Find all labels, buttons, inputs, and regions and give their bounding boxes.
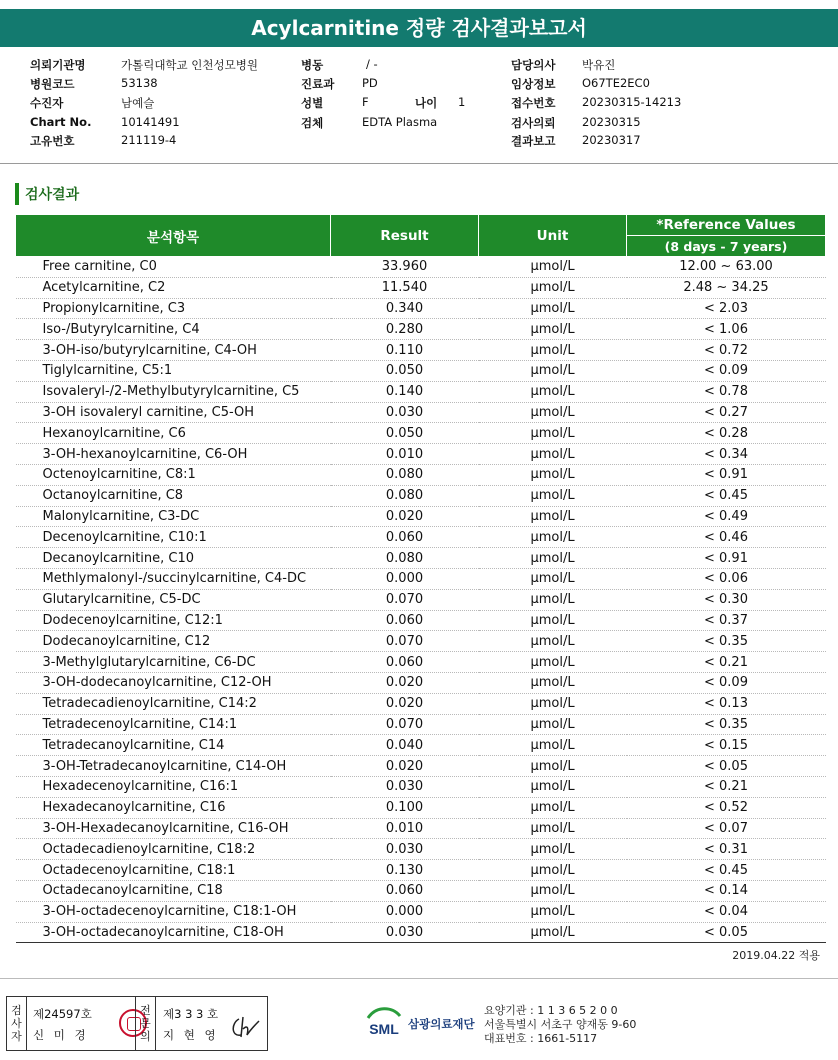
reference-value: < 0.52: [627, 797, 826, 818]
analyte-name: Free carnitine, C0: [16, 257, 331, 278]
reference-value: < 0.13: [627, 693, 826, 714]
unit-value: μmol/L: [479, 652, 627, 673]
reference-value: < 0.72: [627, 340, 826, 361]
result-value: 11.540: [331, 277, 479, 298]
signature-icon: [229, 1015, 263, 1041]
analyte-name: 3-OH-hexanoylcarnitine, C6-OH: [16, 444, 331, 465]
unit-value: μmol/L: [479, 423, 627, 444]
info-value: 53138: [121, 76, 158, 90]
reference-value: < 0.06: [627, 568, 826, 589]
info-label: 검체: [301, 116, 324, 130]
sml-logo-icon: [364, 1004, 404, 1044]
info-value: / -: [366, 57, 378, 71]
info-value: 211119-4: [121, 133, 177, 147]
header-reference-range: (8 days - 7 years): [627, 236, 826, 257]
reference-value: < 0.34: [627, 444, 826, 465]
result-value: 0.060: [331, 652, 479, 673]
result-row: [16, 610, 826, 631]
result-value: 0.140: [331, 381, 479, 402]
result-value: 0.010: [331, 818, 479, 839]
approver-license: 제3 3 3 호: [163, 1007, 219, 1021]
result-row: [16, 693, 826, 714]
label-char: 전: [140, 1004, 151, 1017]
unit-value: μmol/L: [479, 340, 627, 361]
analyte-name: Tetradecenoylcarnitine, C14:1: [16, 714, 331, 735]
result-value: 0.020: [331, 756, 479, 777]
unit-value: μmol/L: [479, 735, 627, 756]
unit-value: μmol/L: [479, 319, 627, 340]
analyte-name: Hexanoylcarnitine, C6: [16, 423, 331, 444]
result-value: 0.000: [331, 568, 479, 589]
reference-value: < 0.91: [627, 548, 826, 569]
org-info: [484, 1004, 636, 1046]
reference-value: < 0.46: [627, 527, 826, 548]
unit-value: μmol/L: [479, 257, 627, 278]
analyte-name: Dodecenoylcarnitine, C12:1: [16, 610, 331, 631]
unit-value: μmol/L: [479, 797, 627, 818]
info-value: 남예슬: [121, 96, 155, 110]
result-value: 0.070: [331, 631, 479, 652]
result-value: 0.060: [331, 610, 479, 631]
reference-value: < 0.31: [627, 839, 826, 860]
results-table: [15, 214, 826, 943]
analyte-name: Malonylcarnitine, C3-DC: [16, 506, 331, 527]
unit-value: μmol/L: [479, 714, 627, 735]
result-row: [16, 818, 826, 839]
unit-value: μmol/L: [479, 860, 627, 881]
reference-value: 12.00 ~ 63.00: [627, 257, 826, 278]
reference-value: < 0.91: [627, 464, 826, 485]
result-row: [16, 756, 826, 777]
analyte-name: 3-OH-Tetradecanoylcarnitine, C14-OH: [16, 756, 331, 777]
result-value: 0.030: [331, 922, 479, 943]
unit-value: μmol/L: [479, 776, 627, 797]
result-row: [16, 714, 826, 735]
info-value: 가톨릭대학교 인천성모병원: [121, 58, 258, 72]
result-row: [16, 672, 826, 693]
result-value: 0.050: [331, 423, 479, 444]
info-row: [0, 76, 838, 94]
reference-value: 2.48 ~ 34.25: [627, 277, 826, 298]
unit-value: μmol/L: [479, 485, 627, 506]
age-label: 나이: [415, 96, 438, 110]
result-value: 0.070: [331, 589, 479, 610]
version-note: 2019.04.22 적용: [732, 949, 820, 962]
result-value: 0.050: [331, 360, 479, 381]
reference-value: < 0.15: [627, 735, 826, 756]
analyte-name: Decenoylcarnitine, C10:1: [16, 527, 331, 548]
analyte-name: Octanoylcarnitine, C8: [16, 485, 331, 506]
info-label: 임상정보: [511, 77, 556, 91]
result-row: [16, 880, 826, 901]
reference-value: < 0.04: [627, 901, 826, 922]
result-row: [16, 735, 826, 756]
analyte-name: Acetylcarnitine, C2: [16, 277, 331, 298]
label-char: 의: [140, 1030, 151, 1043]
analyte-name: Glutarylcarnitine, C5-DC: [16, 589, 331, 610]
inspector-cell: [27, 997, 135, 1050]
analyte-name: Hexadecenoylcarnitine, C16:1: [16, 776, 331, 797]
report-title: Acylcarnitine 정량 검사결과보고서: [0, 9, 838, 47]
result-value: 0.130: [331, 860, 479, 881]
result-row: [16, 652, 826, 673]
result-value: 0.020: [331, 506, 479, 527]
result-value: 0.040: [331, 735, 479, 756]
info-row: [0, 115, 838, 133]
info-label: 결과보고: [511, 134, 556, 148]
result-row: [16, 319, 826, 340]
result-row: [16, 444, 826, 465]
info-value: 20230315: [582, 115, 641, 129]
result-row: [16, 839, 826, 860]
header-reference: *Reference Values: [627, 215, 826, 236]
info-label: 수진자: [30, 96, 64, 110]
section-title-text: 검사결과: [25, 187, 80, 203]
result-row: [16, 568, 826, 589]
approver-cell: [157, 997, 267, 1050]
unit-value: μmol/L: [479, 381, 627, 402]
info-value: O67TE2EC0: [582, 76, 650, 90]
analyte-name: 3-OH-dodecanoylcarnitine, C12-OH: [16, 672, 331, 693]
result-row: [16, 506, 826, 527]
info-value: PD: [362, 76, 378, 90]
brand-logo: [364, 1004, 475, 1044]
analyte-name: Decanoylcarnitine, C10: [16, 548, 331, 569]
result-value: 0.080: [331, 464, 479, 485]
header-item: 분석항목: [16, 215, 331, 257]
unit-value: μmol/L: [479, 298, 627, 319]
result-value: 0.020: [331, 672, 479, 693]
logo-text: SML: [369, 1021, 399, 1037]
analyte-name: 3-OH-octadecenoylcarnitine, C18:1-OH: [16, 901, 331, 922]
analyte-name: 3-OH-octadecanoylcarnitine, C18-OH: [16, 922, 331, 943]
analyte-name: Propionylcarnitine, C3: [16, 298, 331, 319]
header-result: Result: [331, 215, 479, 257]
analyte-name: Tiglylcarnitine, C5:1: [16, 360, 331, 381]
info-label: 의뢰기관명: [30, 58, 86, 72]
unit-value: μmol/L: [479, 922, 627, 943]
signature-box: [6, 996, 268, 1051]
result-row: [16, 360, 826, 381]
unit-value: μmol/L: [479, 277, 627, 298]
unit-value: μmol/L: [479, 818, 627, 839]
result-row: [16, 860, 826, 881]
unit-value: μmol/L: [479, 360, 627, 381]
info-value: 20230315-14213: [582, 95, 682, 109]
analyte-name: 3-OH isovaleryl carnitine, C5-OH: [16, 402, 331, 423]
reference-value: < 0.09: [627, 360, 826, 381]
result-row: [16, 589, 826, 610]
unit-value: μmol/L: [479, 402, 627, 423]
label-char: 검: [11, 1004, 22, 1017]
result-row: [16, 901, 826, 922]
reference-value: < 2.03: [627, 298, 826, 319]
inspector-license: 제24597호: [33, 1007, 92, 1021]
result-value: 0.080: [331, 485, 479, 506]
analyte-name: Octenoylcarnitine, C8:1: [16, 464, 331, 485]
unit-value: μmol/L: [479, 672, 627, 693]
label-char: 자: [11, 1030, 22, 1043]
result-row: [16, 277, 826, 298]
reference-value: < 0.05: [627, 922, 826, 943]
unit-value: μmol/L: [479, 610, 627, 631]
analyte-name: Dodecanoylcarnitine, C12: [16, 631, 331, 652]
analyte-name: Methlymalonyl-/succinylcarnitine, C4-DC: [16, 568, 331, 589]
result-value: 0.010: [331, 444, 479, 465]
unit-value: μmol/L: [479, 506, 627, 527]
info-label: 담당의사: [511, 58, 556, 72]
section-title: [15, 183, 79, 205]
result-row: [16, 423, 826, 444]
unit-value: μmol/L: [479, 901, 627, 922]
result-row: [16, 797, 826, 818]
result-value: 0.030: [331, 402, 479, 423]
unit-value: μmol/L: [479, 527, 627, 548]
reference-value: < 0.35: [627, 714, 826, 735]
label-char: 사: [11, 1017, 22, 1030]
reference-value: < 0.37: [627, 610, 826, 631]
analyte-name: 3-Methylglutarylcarnitine, C6-DC: [16, 652, 331, 673]
header-unit: Unit: [479, 215, 627, 257]
reference-value: < 0.49: [627, 506, 826, 527]
reference-value: < 0.07: [627, 818, 826, 839]
divider: [0, 163, 838, 164]
divider: [0, 978, 838, 979]
result-value: 0.000: [331, 901, 479, 922]
unit-value: μmol/L: [479, 548, 627, 569]
org-line: 요양기관 : 1 1 3 6 5 2 0 0: [484, 1004, 618, 1017]
result-row: [16, 548, 826, 569]
info-value: 10141491: [121, 115, 180, 129]
info-label: 병동: [301, 58, 324, 72]
reference-value: < 0.45: [627, 860, 826, 881]
result-row: [16, 257, 826, 278]
result-value: 0.020: [331, 693, 479, 714]
result-row: [16, 776, 826, 797]
result-row: [16, 402, 826, 423]
unit-value: μmol/L: [479, 880, 627, 901]
results-body: [16, 257, 826, 943]
org-line: 서울특별시 서초구 양재동 9-60: [484, 1018, 637, 1031]
result-value: 0.030: [331, 839, 479, 860]
analyte-name: Iso-/Butyrylcarnitine, C4: [16, 319, 331, 340]
analyte-name: Octadecadienoylcarnitine, C18:2: [16, 839, 331, 860]
info-label: 검사의뢰: [511, 116, 556, 130]
reference-value: < 0.35: [627, 631, 826, 652]
reference-value: < 1.06: [627, 319, 826, 340]
result-value: 0.060: [331, 527, 479, 548]
info-value: 20230317: [582, 133, 641, 147]
result-row: [16, 381, 826, 402]
reference-value: < 0.21: [627, 776, 826, 797]
approver-name: 지 현 영: [163, 1028, 219, 1042]
info-value: F: [362, 95, 369, 109]
result-row: [16, 922, 826, 943]
info-label: 진료과: [301, 77, 335, 91]
reference-value: < 0.28: [627, 423, 826, 444]
approver-label: [136, 997, 156, 1050]
result-value: 0.340: [331, 298, 479, 319]
age-value: 1: [458, 95, 466, 109]
org-line: 대표번호 : 1661-5117: [484, 1032, 598, 1045]
info-label: 성별: [301, 96, 324, 110]
analyte-name: Tetradecadienoylcarnitine, C14:2: [16, 693, 331, 714]
unit-value: μmol/L: [479, 839, 627, 860]
result-row: [16, 464, 826, 485]
result-value: 0.030: [331, 776, 479, 797]
reference-value: < 0.30: [627, 589, 826, 610]
reference-value: < 0.14: [627, 880, 826, 901]
unit-value: μmol/L: [479, 693, 627, 714]
analyte-name: Tetradecanoylcarnitine, C14: [16, 735, 331, 756]
result-value: 0.280: [331, 319, 479, 340]
reference-value: < 0.45: [627, 485, 826, 506]
patient-info: [0, 55, 838, 155]
analyte-name: Octadecenoylcarnitine, C18:1: [16, 860, 331, 881]
info-value: EDTA Plasma: [362, 115, 438, 129]
section-marker: [15, 183, 19, 205]
result-value: 0.070: [331, 714, 479, 735]
result-row: [16, 298, 826, 319]
org-name: 삼광의료재단: [408, 1017, 475, 1031]
info-row: [0, 95, 838, 113]
unit-value: μmol/L: [479, 464, 627, 485]
info-label: Chart No.: [30, 115, 92, 129]
unit-value: μmol/L: [479, 756, 627, 777]
analyte-name: Hexadecanoylcarnitine, C16: [16, 797, 331, 818]
info-value: 박유진: [582, 58, 616, 72]
inspector-label: [7, 997, 27, 1050]
result-row: [16, 485, 826, 506]
info-row: [0, 57, 838, 75]
analyte-name: 3-OH-Hexadecanoylcarnitine, C16-OH: [16, 818, 331, 839]
label-char: 문: [140, 1017, 151, 1030]
reference-value: < 0.21: [627, 652, 826, 673]
unit-value: μmol/L: [479, 444, 627, 465]
reference-value: < 0.27: [627, 402, 826, 423]
result-value: 0.060: [331, 880, 479, 901]
info-label: 접수번호: [511, 96, 556, 110]
result-row: [16, 527, 826, 548]
result-row: [16, 631, 826, 652]
reference-value: < 0.78: [627, 381, 826, 402]
unit-value: μmol/L: [479, 631, 627, 652]
result-value: 33.960: [331, 257, 479, 278]
result-value: 0.100: [331, 797, 479, 818]
info-label: 병원코드: [30, 77, 75, 91]
analyte-name: 3-OH-iso/butyrylcarnitine, C4-OH: [16, 340, 331, 361]
unit-value: μmol/L: [479, 568, 627, 589]
reference-value: < 0.05: [627, 756, 826, 777]
info-row: [0, 133, 838, 151]
analyte-name: Octadecanoylcarnitine, C18: [16, 880, 331, 901]
unit-value: μmol/L: [479, 589, 627, 610]
result-row: [16, 340, 826, 361]
result-value: 0.080: [331, 548, 479, 569]
reference-value: < 0.09: [627, 672, 826, 693]
result-value: 0.110: [331, 340, 479, 361]
info-label: 고유번호: [30, 134, 75, 148]
analyte-name: Isovaleryl-/2-Methylbutyrylcarnitine, C5: [16, 381, 331, 402]
inspector-name: 신 미 경: [33, 1028, 89, 1042]
